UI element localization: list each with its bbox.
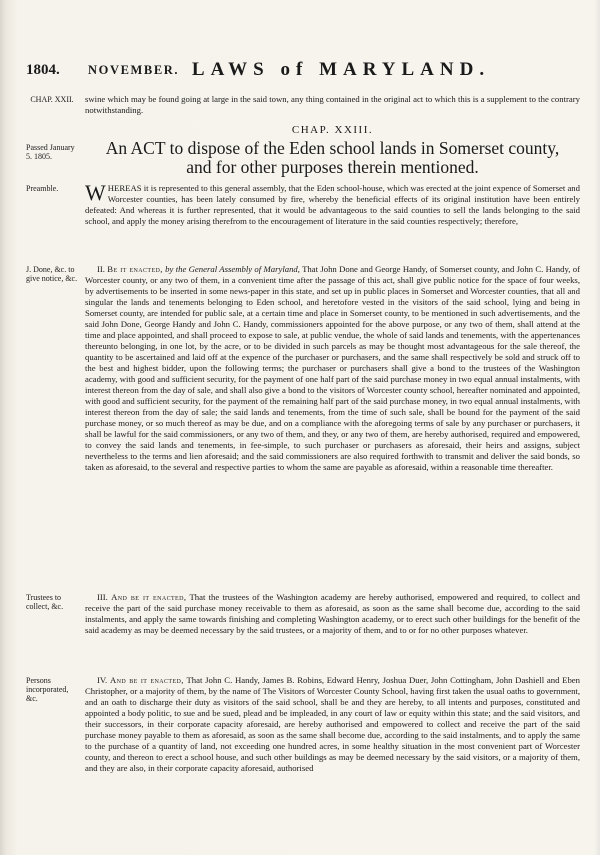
section3-enact: And be it enacted, xyxy=(111,592,187,602)
header-title: LAWS of MARYLAND. xyxy=(191,59,491,80)
chap23-passed-note: Passed January 5. 1805. xyxy=(26,143,75,161)
preamble-margin-note: Preamble. xyxy=(26,184,59,193)
section4-paragraph xyxy=(85,675,580,774)
section2-numeral: II. xyxy=(97,264,105,274)
header-month: NOVEMBER. xyxy=(88,63,180,77)
section3-text: That the trustees of the Washington academy are hereby authorised, empowered and required, to collect and receive the part of the said purchase money receivable to them as aforesaid, as soon as the same shall become due, according to the said instalments, and apply the same towards finishing and completing Washington academy, or to erect such other buildings for the benefit of the said academy as may be deemed necessary by the said trustees, or a majority of them, and to or for no other purposes whatever. xyxy=(85,592,581,635)
act-title-line2: and for other purposes therein mentioned. xyxy=(186,157,479,177)
section2-text: That John Done and George Handy, of Somerset county, and John C. Handy, of Worcester county, or any two of them, in a convenient time after the passage of this act, shall give public notice for the space of four weeks, by advertisements to be inserted in some news-paper in this state, and set up in public places in Somerset and Worcester counties, that all and singular the lands and tenements belonging to Eden school, and heretofore vested in the visitors of the said school, lying and being in Somerset county, are intended for public sale, at a certain time and place in Somerset county, to be mentioned in such advertisements, and the said John Done, George Handy and John C. Handy, commissioners appointed for the above purpose, or any two of them, shall attend at the time and place appointed, and shall proceed to expose to sale, at public vendue, the whole of said lands and tenements, with the appertenances thereunto belonging, in one lot, by the acre, or to be divided in such parcels as may be thought most advantageous for the sale thereof, the quantity to be ascertained and laid off at the expence of the purchaser or purchasers, and the same shall respectively be sold and struck off to the best and highest bidder, upon the following terms; the purchaser or purchasers shall give a bond to the trustees of the Washington academy, with good and sufficient security, for the payment of one half part of the said purchase money in two equal annual instalments, with interest thereon from the day of sale, and shall also give a bond to the visitors of Worcester county school, hereafter nominated and appointed, with good and sufficient security, for the payment of the remaining half part of the said purchase money, in two equal annual instalments, with interest thereon from the day of sale; the said lands and tenements, from the time of such sale, shall be bound for the payment of the said purchase money, or so much thereof as may be due, and on a compliance with the aforegoing terms of sale by any purchaser or purchasers, it shall be lawful for the said commissioners, or any two of them, and they, or any two of them, are hereby authorised, required and empowered, to convey the said lands and tenements, in fee-simple, to such purchaser or purchasers as aforesaid, their heirs and assigns, subject nevertheless to the terms and lien aforesaid; and the said commissioners are also required forthwith to transmit and deliver the said bonds, so taken as aforesaid, to the several and respective parties to whom the same are payable as aforesaid, within a reasonable time thereafter. xyxy=(85,264,580,472)
section4-margin-note: Persons incorporated, &c. xyxy=(26,676,69,703)
section4-numeral: IV. xyxy=(97,675,108,685)
chap22-text: swine which may be found going at large in the said town, any thing contained in the original act to which this is a supplement to the contrary notwithstanding. xyxy=(85,94,580,115)
preamble-dropcap: W xyxy=(85,180,106,205)
preamble-text: HEREAS it is represented to this general assembly, that the Eden school-house, which was erected at the joint expence of Somerset and Worcester counties, has been lately consumed by fire, whereby the beneficial effects of its original institution have been entirely defeated: And whereas it is further represented, that it would be advantageous to the said counties to sell the lands belonging to the said school, and apply the money arising therefrom to the encouragement of literature in the said counties respectively; therefore, xyxy=(85,183,580,226)
section2-paragraph xyxy=(85,264,580,473)
header-year: 1804. xyxy=(26,62,60,78)
section3-paragraph xyxy=(85,592,580,636)
section3-numeral: III. xyxy=(97,592,108,602)
section2-enact: Be it enacted, xyxy=(107,264,163,274)
act-title-line1: An ACT to dispose of the Eden school lands in Somerset county, xyxy=(105,138,560,158)
section4-text: That John C. Handy, James B. Robins, Edward Henry, Joshua Duer, John Cottingham, John Dashiell and Eben Christopher, or a majority of them, by the name of The Visitors of Worcester County School, having first taken the usual oaths to government, and an oath to discharge their duty as visitors of the said school, shall be and they are hereby, to all intents and purposes, constituted and appointed a body politic, to sue and be sued, plead and be impleaded, in any court of law or equity within this state; and the said visitors, and their successors, in their corporate capacity aforesaid, are hereby authorised and empowered to collect and receive the part of the said purchase money payable to them as aforesaid, as soon as the same shall become due, according to the said instalments, and to apply the same to the purchase of a quantity of land, not exceeding one hundred acres, in some healthy situation in the most convenient part of Worcester county, and thereon to erect a school house, and such other buildings as may be deemed necessary by the said visitors, or a majority of them, and they are also, in their corporate capacity aforesaid, authorised xyxy=(85,675,581,773)
section4-enact: And be it enacted, xyxy=(109,675,184,685)
chap23-heading: CHAP. XXIII. xyxy=(291,124,374,136)
section2-margin-note: J. Done, &c. to give notice, &c. xyxy=(26,265,78,283)
chap22-margin-note: CHAP. XXII. xyxy=(30,95,74,104)
preamble-paragraph xyxy=(85,180,580,227)
section2-by-assembly: by the General Assembly of Maryland, xyxy=(165,264,300,274)
page-header xyxy=(26,59,586,84)
section3-margin-note: Trustees to collect, &c. xyxy=(26,593,64,611)
